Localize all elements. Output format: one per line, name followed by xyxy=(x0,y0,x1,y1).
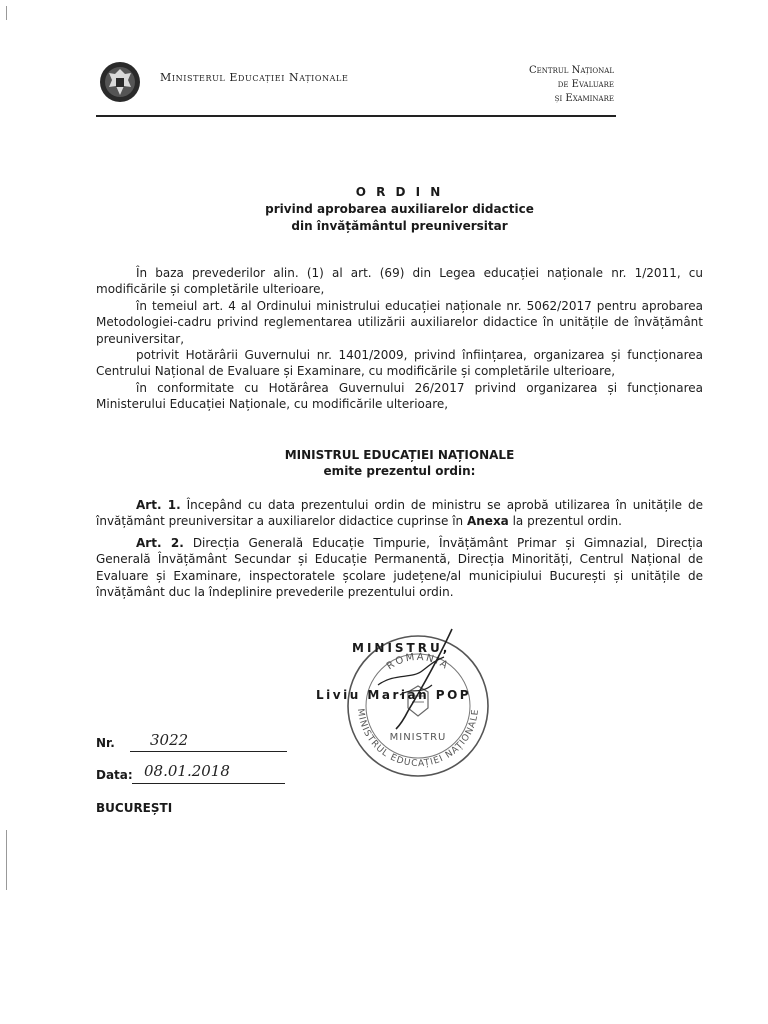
article-1-label: Art. 1. xyxy=(136,498,181,512)
article-1-text-b: la prezentul ordin. xyxy=(508,514,622,529)
nr-label: Nr. xyxy=(96,736,115,750)
articles xyxy=(96,497,703,605)
article-1-text-a: Începând cu data prezentului ordin de ministru se aprobă utilizarea în unitățile de învățământ preuniversitar a auxiliarelor didactice cuprinse în xyxy=(96,498,703,529)
minister-name: Liviu Marian POP xyxy=(316,688,472,702)
minister-title: MINISTRU, xyxy=(352,641,451,655)
nr-value: 3022 xyxy=(150,731,189,749)
date-label: Data: xyxy=(96,768,133,782)
date-value: 08.01.2018 xyxy=(144,762,230,780)
seal-center-text: MINISTRU xyxy=(389,732,447,743)
city: BUCUREȘTI xyxy=(96,801,173,815)
article-2 xyxy=(96,535,703,601)
header-divider xyxy=(96,115,616,117)
article-2-text: Direcția Generală Educație Timpurie, Învățământ Primar și Gimnazial, Direcția Generală Învățământ Secundar și Educație Permanentă, Direcția Minorități, Centrul Național de Evaluare și Examinare, inspectoratele școlare județene/al municipiului București și unitățile de învățământ duc la îndeplinire prevederile prezentului ordin. xyxy=(96,535,703,600)
registration-number-row xyxy=(96,736,115,750)
seal-top-text: ROMÂNIA xyxy=(384,651,452,673)
date-row xyxy=(96,768,133,782)
emitter-heading xyxy=(96,447,703,480)
preamble-paragraph: În baza prevederilor alin. (1) al art. (69) din Legea educației naționale nr. 1/2011, cu modificările și completările ulterioare, xyxy=(96,266,703,297)
scan-edge-mark xyxy=(6,830,7,890)
cnee-line-1: Centrul Național xyxy=(529,65,614,76)
title-line-1: privind aprobarea auxiliarelor didactice xyxy=(265,202,534,216)
preamble-paragraph: în conformitate cu Hotărârea Guvernului 26/2017 privind organizarea și funcționarea Ministerului Educației Naționale, cu modificările ulterioare, xyxy=(96,380,703,412)
preamble-paragraph: în temeiul art. 4 al Ordinului ministrului educației naționale nr. 5062/2017 pentru aprobarea Metodologiei-cadru privind reglementarea utilizării auxiliarelor didactice în unitățile de învățământ preuniversitar, xyxy=(96,298,703,346)
ministry-name: Ministerul Educației Naționale xyxy=(160,71,349,84)
nr-underline xyxy=(130,751,287,752)
document-title xyxy=(96,184,703,235)
emitter-line-2: emite prezentul ordin: xyxy=(323,464,476,479)
coat-of-arms-icon xyxy=(98,60,142,104)
date-underline xyxy=(132,783,285,784)
handwritten-signature-icon xyxy=(360,625,470,735)
preamble xyxy=(96,265,703,413)
cnee-line-2: de Evaluare xyxy=(557,79,614,90)
title-main: O R D I N xyxy=(355,185,444,199)
seal-bottom-text: MINISTRUL EDUCAȚIEI NAȚIONALE xyxy=(354,708,482,770)
cnee-line-3: și Examinare xyxy=(554,93,614,104)
article-1-annex: Anexa xyxy=(466,514,509,529)
article-1 xyxy=(96,497,703,530)
emitter-line-1: MINISTRUL EDUCAȚIEI NAȚIONALE xyxy=(284,448,515,462)
article-2-label: Art. 2. xyxy=(136,535,184,550)
cnee-name xyxy=(529,64,614,106)
scan-edge-mark xyxy=(6,6,7,20)
preamble-paragraph: potrivit Hotărârii Guvernului nr. 1401/2009, privind înființarea, organizarea și funcționarea Centrului Național de Evaluare și Examinare, cu modificările și completările ulterioare, xyxy=(96,348,703,379)
title-line-2: din învățământul preuniversitar xyxy=(291,219,508,233)
